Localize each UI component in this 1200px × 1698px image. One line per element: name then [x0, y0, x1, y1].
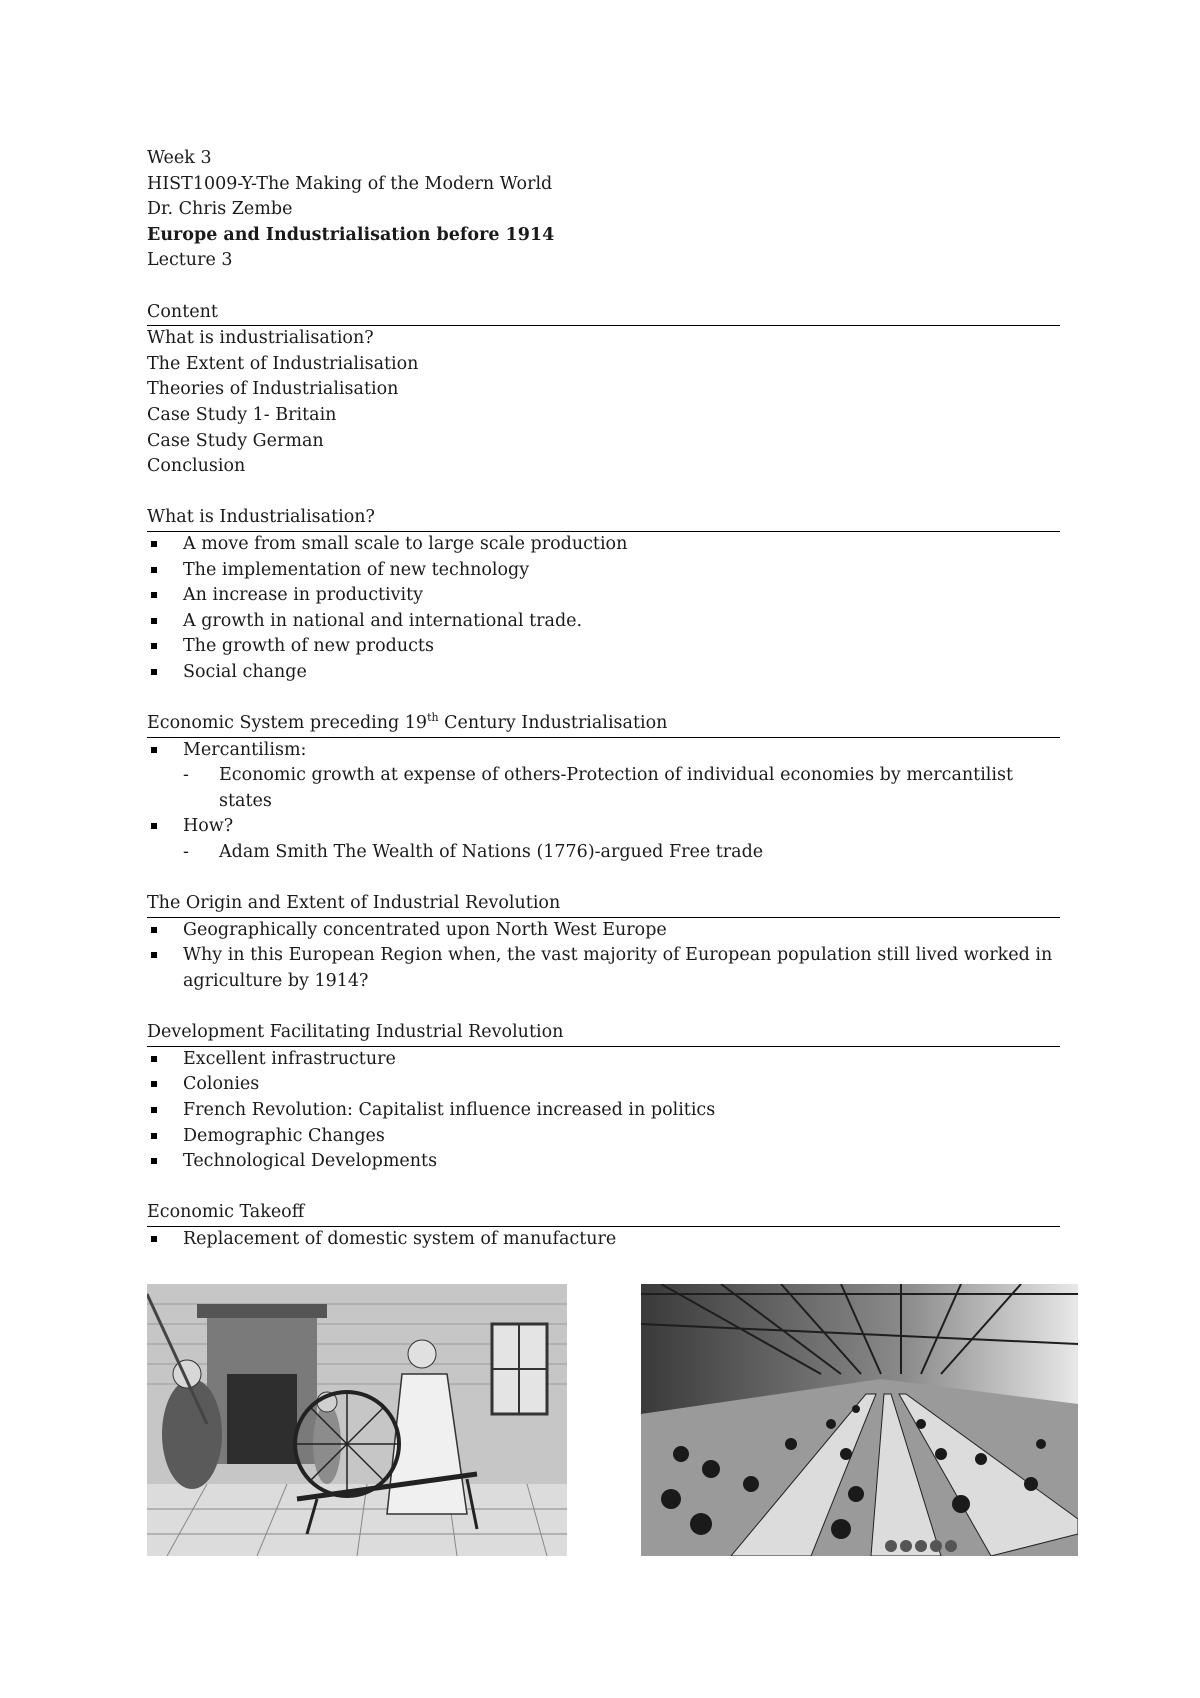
week-label: Week 3: [147, 148, 212, 168]
lecture-number: Lecture 3: [147, 250, 233, 271]
list-item: Technological Developments: [147, 1149, 1060, 1175]
list-item: The growth of new products: [147, 634, 1060, 660]
content-item: Conclusion: [147, 456, 246, 477]
list-item: Replacement of domestic system of manufacture: [147, 1227, 1060, 1253]
content-heading: Content: [147, 300, 1060, 327]
what-is-list: [147, 532, 1060, 686]
list-item: A move from small scale to large scale production: [147, 532, 1060, 558]
course-code: HIST1009-Y-The Making of the Modern World: [147, 173, 553, 194]
list-item: Social change: [147, 660, 1060, 686]
development-list: [147, 1047, 1060, 1175]
content-item: The Extent of Industrialisation: [147, 353, 419, 374]
lecturer-name: Dr. Chris Zembe: [147, 199, 293, 220]
sub-list-item: - Adam Smith The Wealth of Nations (1776)-argued Free trade: [183, 840, 1060, 866]
list-item: Colonies: [147, 1072, 1060, 1098]
factory-floor-photograph: [641, 1284, 1078, 1556]
origin-heading: The Origin and Extent of Industrial Revolution: [147, 891, 1060, 918]
list-item: Geographically concentrated upon North West Europe: [147, 918, 1060, 944]
lecture-title: Europe and Industrialisation before 1914: [147, 224, 555, 245]
economic-system-heading: Economic System preceding 19th Century Industrialisation: [147, 711, 1060, 738]
what-is-heading: What is Industrialisation?: [147, 505, 1060, 532]
list-item: Why in this European Region when, the vast majority of European population still lived worked in agriculture by 1914?: [147, 943, 1060, 994]
content-item: Theories of Industrialisation: [147, 379, 399, 400]
list-item: A growth in national and international trade.: [147, 609, 1060, 635]
spinning-wheel-engraving: [147, 1284, 567, 1556]
development-heading: Development Facilitating Industrial Revolution: [147, 1020, 1060, 1047]
content-item: What is industrialisation?: [147, 328, 374, 349]
list-item: An increase in productivity: [147, 583, 1060, 609]
takeoff-list: [147, 1227, 1060, 1253]
list-item: Demographic Changes: [147, 1124, 1060, 1150]
list-item: How? - Adam Smith The Wealth of Nations (1776)-argued Free trade: [147, 814, 1060, 865]
sub-list-item: - Economic growth at expense of others-Protection of individual economies by mercantilist states: [183, 763, 1060, 814]
list-item: French Revolution: Capitalist influence increased in politics: [147, 1098, 1060, 1124]
list-item: Mercantilism: - Economic growth at expense of others-Protection of individual economies by mercantilist states: [147, 738, 1060, 815]
takeoff-heading: Economic Takeoff: [147, 1200, 1060, 1227]
content-item: Case Study German: [147, 430, 324, 451]
illustrations: [147, 1284, 1078, 1556]
document-page: [147, 146, 1060, 1253]
list-item: The implementation of new technology: [147, 558, 1060, 584]
list-item: Excellent infrastructure: [147, 1047, 1060, 1073]
content-item: Case Study 1- Britain: [147, 404, 337, 425]
origin-list: [147, 918, 1060, 995]
economic-system-list: [147, 738, 1060, 866]
